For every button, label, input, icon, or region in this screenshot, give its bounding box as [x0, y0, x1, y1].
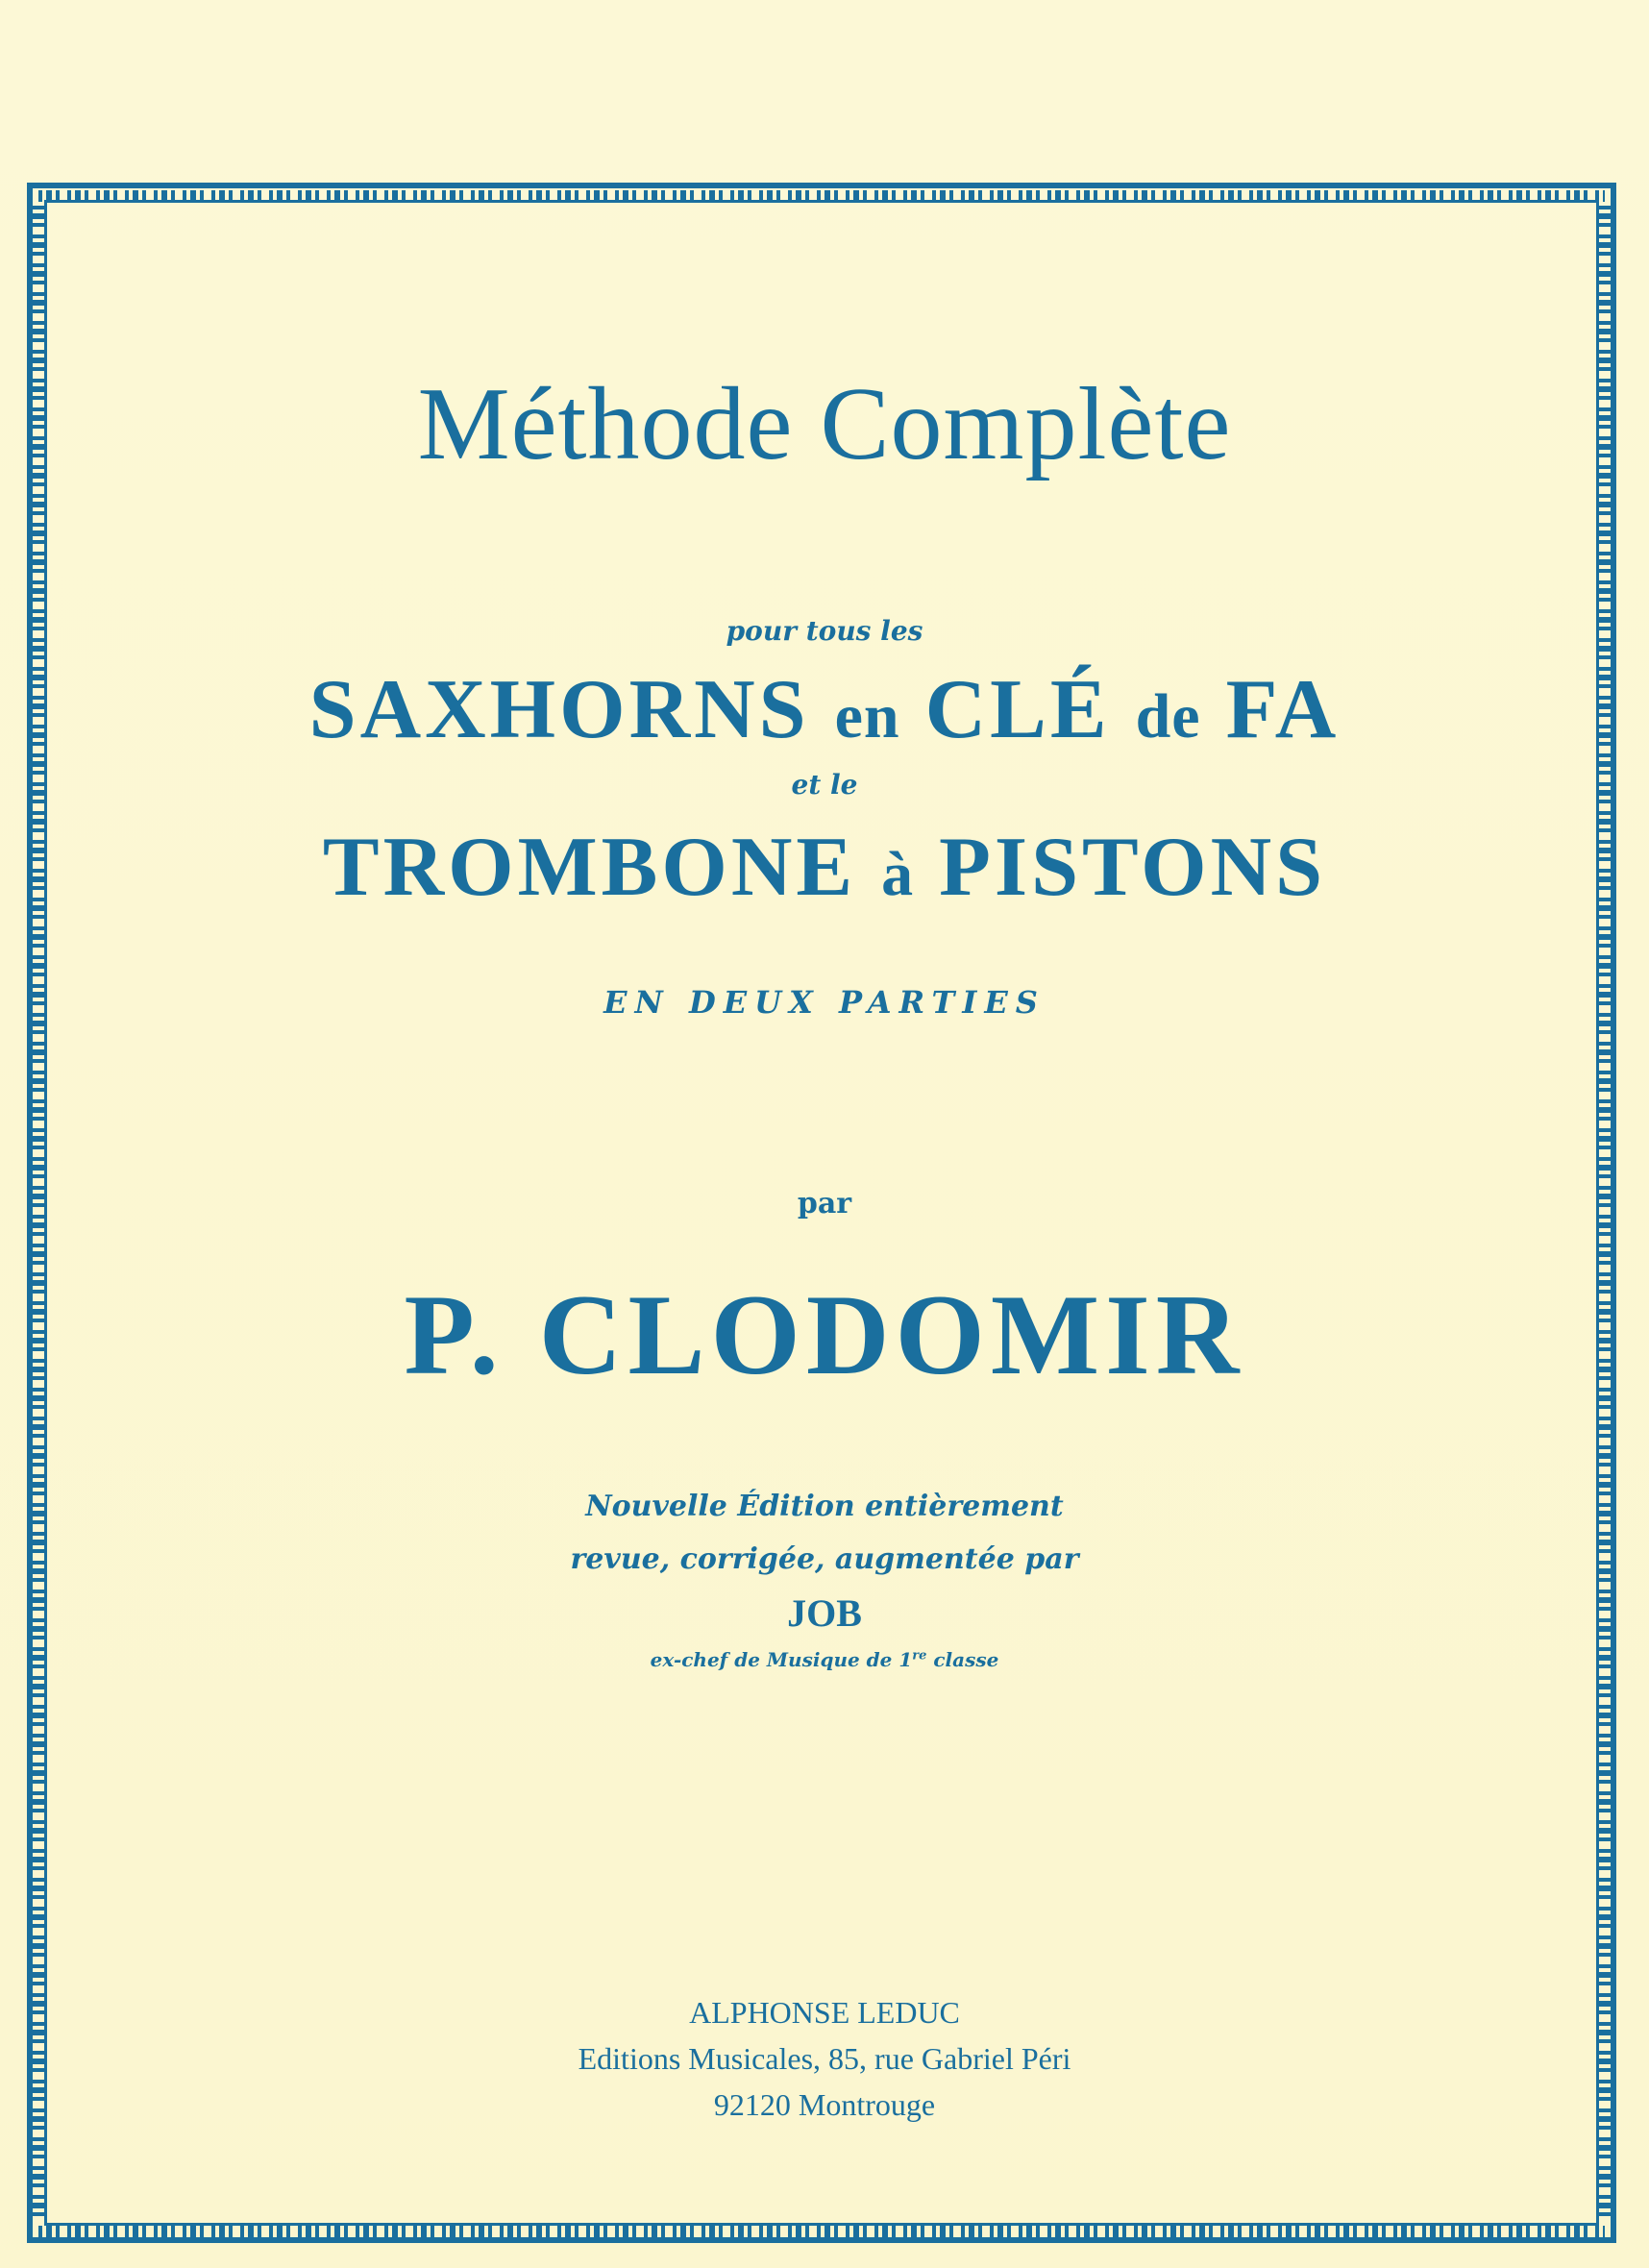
by-text: par — [797, 1187, 852, 1220]
instrument-a: à — [881, 839, 915, 909]
editor-title-post: classe — [926, 1648, 999, 1671]
publisher-address: Editions Musicales, 85, rue Gabriel Péri — [578, 2041, 1071, 2076]
publisher-city: 92120 Montrouge — [713, 2087, 936, 2122]
instrument-en: en — [834, 681, 900, 752]
editor-title-sup: re — [912, 1648, 927, 1664]
author-name: P. CLODOMIR — [404, 1270, 1245, 1398]
edition-line-2: revue, corrigée, augmentée par — [570, 1542, 1079, 1576]
editor-title-pre: ex-chef de Musique de 1 — [650, 1648, 913, 1671]
editor-name: JOB — [787, 1591, 862, 1635]
editor-title — [0, 1648, 1649, 1671]
instrument-fa: FA — [1225, 663, 1341, 756]
edition-line-1: Nouvelle Édition entièrement — [585, 1490, 1064, 1523]
instrument-line-2 — [0, 819, 1649, 916]
page-title: Méthode Complète — [417, 367, 1232, 481]
instrument-pistons: PISTONS — [939, 821, 1327, 914]
instrument-de: de — [1135, 681, 1201, 752]
parts-text: EN DEUX PARTIES — [603, 984, 1046, 1021]
publisher-name: ALPHONSE LEDUC — [689, 1995, 960, 2030]
instrument-saxhorns: SAXHORNS — [308, 663, 810, 756]
ornament-border-bottom — [38, 2226, 1605, 2237]
instrument-cle: CLÉ — [924, 663, 1111, 756]
connector-text: et le — [791, 769, 858, 801]
ornament-border-top — [38, 190, 1605, 202]
instrument-trombone: TROMBONE — [322, 821, 857, 914]
subtitle-pre: pour tous les — [726, 615, 923, 647]
instrument-line-1 — [0, 661, 1649, 758]
